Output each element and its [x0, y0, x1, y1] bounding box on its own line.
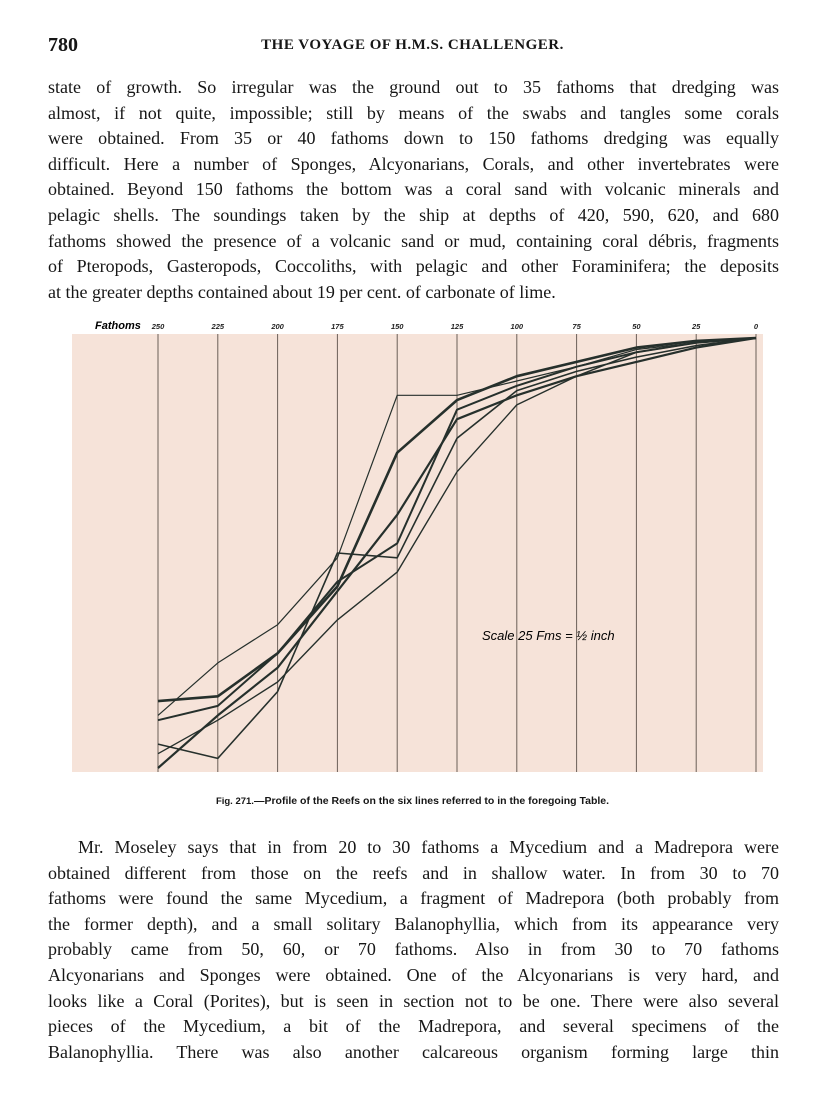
- x-tick-label: 175: [331, 322, 344, 331]
- text-line: at the greater depths contained about 19 per cent. of carbonate of lime.: [48, 281, 556, 302]
- text-line: Alcyonarians and Sponges were obtained. One of the Alcyonarians is very hard, and: [48, 964, 779, 985]
- text-line: fathoms showed the presence of a volcanic sand or mud, containing coral débris, fragments: [48, 230, 779, 251]
- x-tick-label: 125: [450, 322, 464, 331]
- text-line: almost, if not quite, impossible; still by means of the swabs and tangles some corals: [48, 102, 779, 123]
- text-line: state of growth. So irregular was the ground out to 35 fathoms that dredging was: [48, 77, 779, 97]
- scale-note: Scale 25 Fms = ½ inch: [482, 628, 615, 643]
- text-line: of Pteropods, Gasteropods, Coccoliths, with pelagic and other Foraminifera; the deposits: [48, 256, 779, 277]
- paragraph-1: [48, 75, 779, 305]
- text-line: difficult. Here a number of Sponges, Alcyonarians, Corals, and other invertebrates were: [48, 153, 779, 174]
- reef-profile-figure: [0, 310, 825, 790]
- text-line: the former depth), and a small solitary Balanophyllia, which from its appearance very: [48, 913, 779, 934]
- x-tick-label: 100: [510, 322, 524, 331]
- page-number: 780: [48, 34, 78, 56]
- text-line: Mr. Moseley says that in from 20 to 30 fathoms a Mycedium and a Madrepora were: [78, 837, 779, 857]
- text-line: Balanophyllia. There was also another calcareous organism forming large thin: [48, 1041, 779, 1062]
- x-tick-label: 225: [211, 322, 225, 331]
- caption-text: —Profile of the Reefs on the six lines referred to in the foregoing Table.: [253, 795, 610, 807]
- caption-label: Fig. 271.: [215, 796, 254, 807]
- text-line: pelagic shells. The soundings taken by the ship at depths of 420, 590, 620, and 680: [48, 204, 779, 225]
- text-line: pieces of the Mycedium, a bit of the Madrepora, and several specimens of the: [48, 1016, 779, 1037]
- x-tick-label: 75: [572, 322, 581, 331]
- x-tick-label: 200: [271, 322, 284, 331]
- text-line: looks like a Coral (Porites), but is seen in section not to be one. There were also several: [48, 990, 779, 1011]
- paragraph-2: [48, 835, 779, 1065]
- x-tick-label: 150: [390, 322, 404, 331]
- plot-background: [72, 334, 763, 772]
- text-line: obtained. Beyond 150 fathoms the bottom was a coral sand with volcanic minerals and: [48, 179, 779, 200]
- figure-caption: [0, 795, 825, 807]
- x-tick-label: 0: [753, 322, 759, 331]
- x-tick-label: 25: [692, 322, 701, 331]
- running-title: THE VOYAGE OF H.M.S. CHALLENGER.: [261, 37, 564, 53]
- text-line: obtained different from those on the reefs and in shallow water. In from 30 to 70: [48, 862, 779, 883]
- axis-label: Fathoms: [95, 320, 141, 332]
- x-tick-label: 50: [632, 322, 641, 331]
- text-line: fathoms were found the same Mycedium, a fragment of Madrepora (both probably from: [48, 888, 779, 909]
- text-line: were obtained. From 35 or 40 fathoms down to 150 fathoms dredging was equally: [48, 128, 779, 149]
- tick-labels: [151, 322, 759, 331]
- x-tick-label: 250: [151, 322, 165, 331]
- text-line: probably came from 50, 60, or 70 fathoms. Also in from 30 to 70 fathoms: [48, 939, 779, 960]
